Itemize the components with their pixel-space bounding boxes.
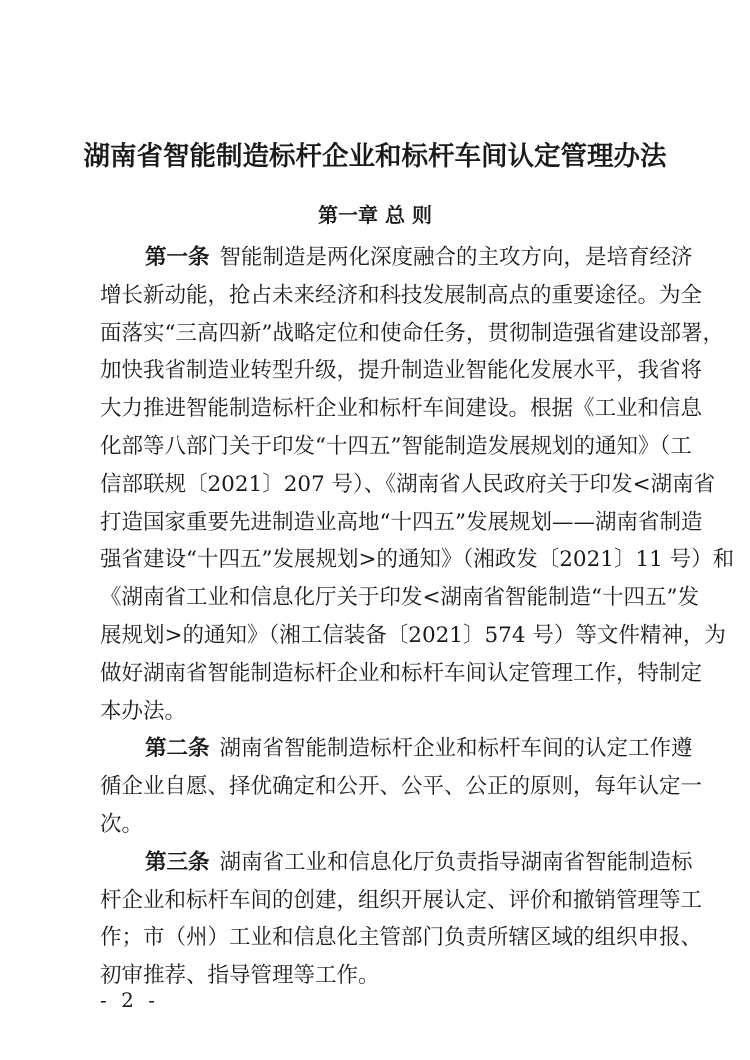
article-paragraph [100,239,735,730]
paragraph-line [100,579,700,617]
document-title: 湖南省智能制造标杆企业和标杆车间认定管理办法 [83,141,667,172]
document-body [100,239,735,995]
paragraph-line [100,957,690,995]
line-text: 循企业自愿、择优确定和公开、公平、公正的原则，每年认定一 [100,774,703,800]
line-text: 智能制造是两化深度融合的主攻方向，是培育经济 [219,245,693,270]
line-text: 做好湖南省智能制造标杆企业和标杆车间认定管理工作，特制定 [100,660,703,686]
chapter-heading: 第一章 总 则 [318,203,432,227]
article-paragraph [100,730,703,843]
paragraph-line [100,428,690,466]
article-label: 第一条 [145,245,210,270]
page-number: - 2 - [100,988,159,1012]
paragraph-line [100,882,703,920]
paragraph-line [100,655,703,693]
line-text: 加快我省制造业转型升级，提升制造业智能化发展水平，我省将 [100,358,703,384]
line-text: 展规划>的通知》（湘工信装备〔2021〕574 号）等文件精神，为 [100,622,726,648]
paragraph-line [100,352,703,390]
line-text: 作；市（州）工业和信息化主管部门负责所辖区域的组织申报、 [100,925,703,951]
line-text: 《湖南省工业和信息化厅关于印发<湖南省智能制造“十四五”发 [100,585,700,611]
paragraph-line [100,541,735,579]
paragraph-line [100,919,703,957]
paragraph-line [100,730,693,768]
line-text: 杆企业和标杆车间的创建，组织开展认定、评价和撤销管理等工 [100,887,703,913]
paragraph-line [100,693,690,731]
line-text: 湖南省智能制造标杆企业和标杆车间的认定工作遵 [219,736,693,762]
line-text: 面落实“三高四新”战略定位和使命任务，贯彻制造强省建设部署， [100,320,724,346]
line-text: 初审推荐、指导管理等工作。 [100,963,380,989]
paragraph-line [100,239,693,277]
line-text: 增长新动能，抢占未来经济和科技发展制高点的重要途径。为全 [100,282,703,308]
paragraph-line [100,617,726,655]
paragraph-line [100,277,703,315]
paragraph-line [100,315,724,353]
article-label: 第三条 [145,849,210,875]
paragraph-line [100,768,703,806]
line-text: 打造国家重要先进制造业高地“十四五”发展规划——湖南省制造 [100,509,703,535]
line-text: 大力推进智能制造标杆企业和标杆车间建设。根据《工业和信息 [100,396,703,422]
paragraph-line [100,466,716,504]
paragraph-line [100,390,703,428]
line-text: 湖南省工业和信息化厅负责指导湖南省智能制造标 [219,849,693,875]
paragraph-line [100,806,690,844]
article-paragraph [100,844,703,995]
line-text: 次。 [100,811,144,837]
paragraph-line [100,844,693,882]
line-text: 信部联规〔2021〕207 号）、《湖南省人民政府关于印发<湖南省 [100,471,716,497]
line-text: 本办法。 [100,698,187,724]
article-label: 第二条 [145,736,210,762]
paragraph-line [100,504,703,542]
line-text: 强省建设“十四五”发展规划>的通知》（湘政发〔2021〕11 号）和 [100,547,735,573]
line-text: 化部等八部门关于印发“十四五”智能制造发展规划的通知》（工 [100,433,692,459]
